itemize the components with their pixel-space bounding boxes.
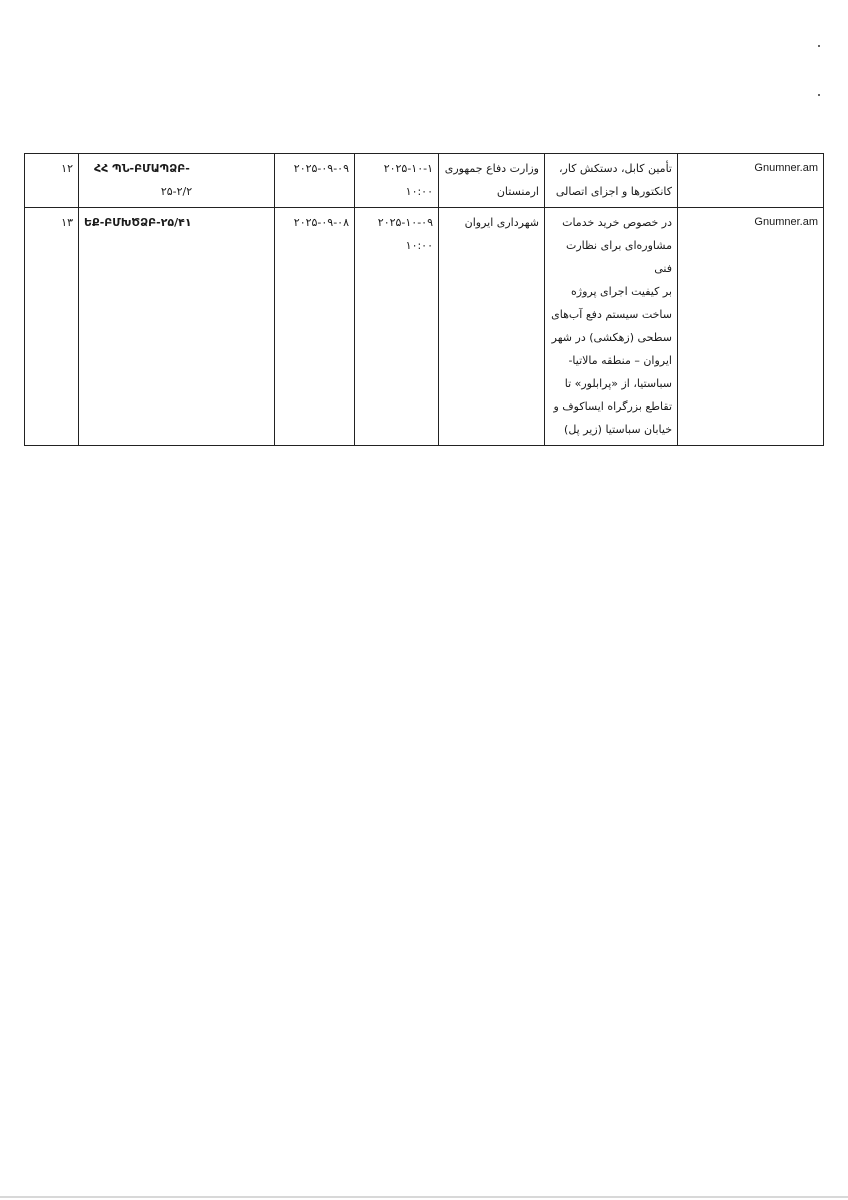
source: Gnumner.am [678,208,824,446]
organization-line: وزارت دفاع جمهوری [444,162,539,175]
subject-line: سباستیا، از «پرابلور» تا [564,377,672,390]
deadline-date: ۲۰۲۵-۱۰-۱ [383,162,433,175]
deadline-date: ۲۰۲۵-۱۰-۰۹ [377,216,433,229]
tenders-table [24,153,824,446]
organization [439,154,545,208]
table-row [25,208,824,446]
scan-speck [818,45,820,47]
subject-line: تقاطع بزرگراه ایساکوف و [553,400,672,413]
organization-line: شهرداری ایروان [464,216,539,229]
scan-edge [0,1196,848,1198]
deadline [355,154,439,208]
subject-line: مشاوره‌ای برای نظارت فنی [565,239,672,275]
subject-line: سطحی (زهکشی) در شهر [551,331,672,344]
scan-speck [818,94,820,96]
tender-code-line: ՀՀ ՊՆ-ԲՄԱՊՁԲ- [94,162,190,175]
subject [545,154,678,208]
subject-line: ساخت سیستم دفع آب‌های [551,308,672,321]
subject-line: در خصوص خرید خدمات [562,216,672,229]
subject [545,208,678,446]
organization-line: ارمنستان [496,185,539,198]
subject-line: ایروان – منطقه مالاتیا- [568,354,672,367]
subject-line: بر کیفیت اجرای پروژه [571,285,672,298]
tender-code [79,208,275,446]
subject-line: تأمین کابل، دستکش کار، [558,162,672,175]
announce-date: ۲۰۲۵-۰۹-۰۹ [275,154,355,208]
table-row [25,154,824,208]
tender-code-line: ԵՔ-ԲՄԽԾՁԲ-۲۵/۴۱ [84,216,192,229]
row-number: ۱۲ [25,154,79,208]
organization [439,208,545,446]
deadline [355,208,439,446]
source: Gnumner.am [678,154,824,208]
announce-date: ۲۰۲۵-۰۹-۰۸ [275,208,355,446]
deadline-time: ۱۰:۰۰ [405,185,433,198]
row-number: ۱۳ [25,208,79,446]
subject-line: خیابان سباستیا (زیر پل) [564,423,672,436]
deadline-time: ۱۰:۰۰ [405,239,433,252]
subject-line: کانکتورها و اجزای اتصالی [555,185,672,198]
tender-code [79,154,275,208]
tender-code-line: ۲۵-۲/۲ [160,185,193,198]
